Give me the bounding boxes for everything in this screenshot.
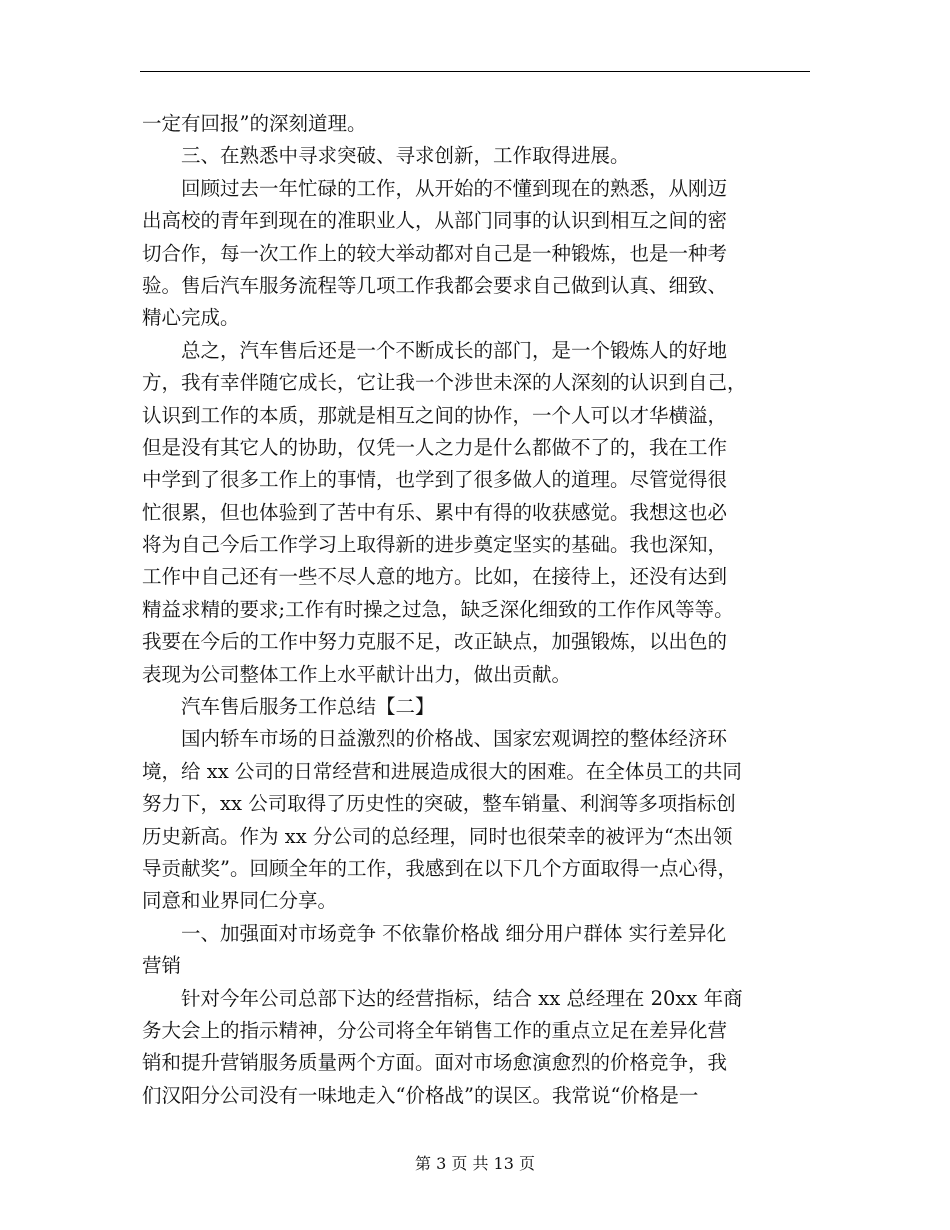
subsection-heading: 一、加强面对市场竞争 不依靠价格战 细分用户群体 实行差异化 [142,921,727,945]
text-line: 表现为公司整体工作上水平献计出力，做出贡献。 [142,662,572,686]
text-line: 精心完成。 [142,306,240,330]
page-number-footer: 第 3 页 共 13 页 [415,1154,535,1173]
text-line: 工作中自己还有一些不尽人意的地方。比如，在接待上，还没有达到 [142,565,728,589]
section-heading: 汽车售后服务工作总结【二】 [142,695,435,719]
text-line: 境，给 xx 公司的日常经营和进展造成很大的困难。在全体员工的共同 [142,759,742,783]
header-rule [140,71,810,72]
text-line: 努力下，xx 公司取得了历史性的突破，整车销量、利润等多项指标创 [142,792,736,816]
text-line: 切合作，每一次工作上的较大举动都对自己是一种锻炼，也是一种考 [142,241,728,265]
text-line: 我要在今后的工作中努力克服不足，改正缺点，加强锻炼，以出色的 [142,630,728,654]
text-line: 销和提升营销服务质量两个方面。面对市场愈演愈烈的价格竞争，我 [142,1051,728,1075]
text-line: 总之，汽车售后还是一个不断成长的部门，是一个锻炼人的好地 [142,338,728,362]
text-line: 三、在熟悉中寻求突破、寻求创新，工作取得进展。 [142,144,630,168]
text-line: 中学到了很多工作上的事情，也学到了很多做人的道理。尽管觉得很 [142,468,728,492]
text-line: 回顾过去一年忙碌的工作，从开始的不懂到现在的熟悉，从刚迈 [142,176,728,200]
text-line: 务大会上的指示精神，分公司将全年销售工作的重点立足在差异化营 [142,1018,728,1042]
text-line: 一定有回报”的深刻道理。 [142,112,367,135]
text-line: 方，我有幸伴随它成长，它让我一个涉世未深的人深刻的认识到自己， [142,371,747,395]
text-line: 验。售后汽车服务流程等几项工作我都会要求自己做到认真、细致、 [142,273,728,297]
text-line: 历史新高。作为 xx 分公司的总经理，同时也很荣幸的被评为“杰出领 [142,824,733,848]
subsection-heading: 营销 [142,954,182,978]
text-line: 们汉阳分公司没有一味地走入“价格战”的误区。我常说“价格是一 [142,1083,699,1107]
text-line: 但是没有其它人的协助，仅凭一人之力是什么都做不了的，我在工作 [142,435,728,459]
text-line: 导贡献奖”。回顾全年的工作，我感到在以下几个方面取得一点心得， [142,856,737,880]
text-line: 国内轿车市场的日益激烈的价格战、国家宏观调控的整体经济环 [142,727,728,751]
text-line: 同意和业界同仁分享。 [142,889,338,913]
body-text [142,108,810,1112]
text-line: 忙很累，但也体验到了苦中有乐、累中有得的收获感觉。我想这也必 [142,500,728,524]
text-line: 认识到工作的本质，那就是相互之间的协作，一个人可以才华横溢， [142,403,728,427]
text-line: 针对今年公司总部下达的经营指标，结合 xx 总经理在 20xx 年商 [142,986,743,1010]
text-line: 出高校的青年到现在的准职业人，从部门同事的认识到相互之间的密 [142,209,728,233]
text-line: 精益求精的要求;工作有时操之过急，缺乏深化细致的工作作风等等。 [142,597,734,621]
text-line: 将为自己今后工作学习上取得新的进步奠定坚实的基础。我也深知， [142,533,728,557]
